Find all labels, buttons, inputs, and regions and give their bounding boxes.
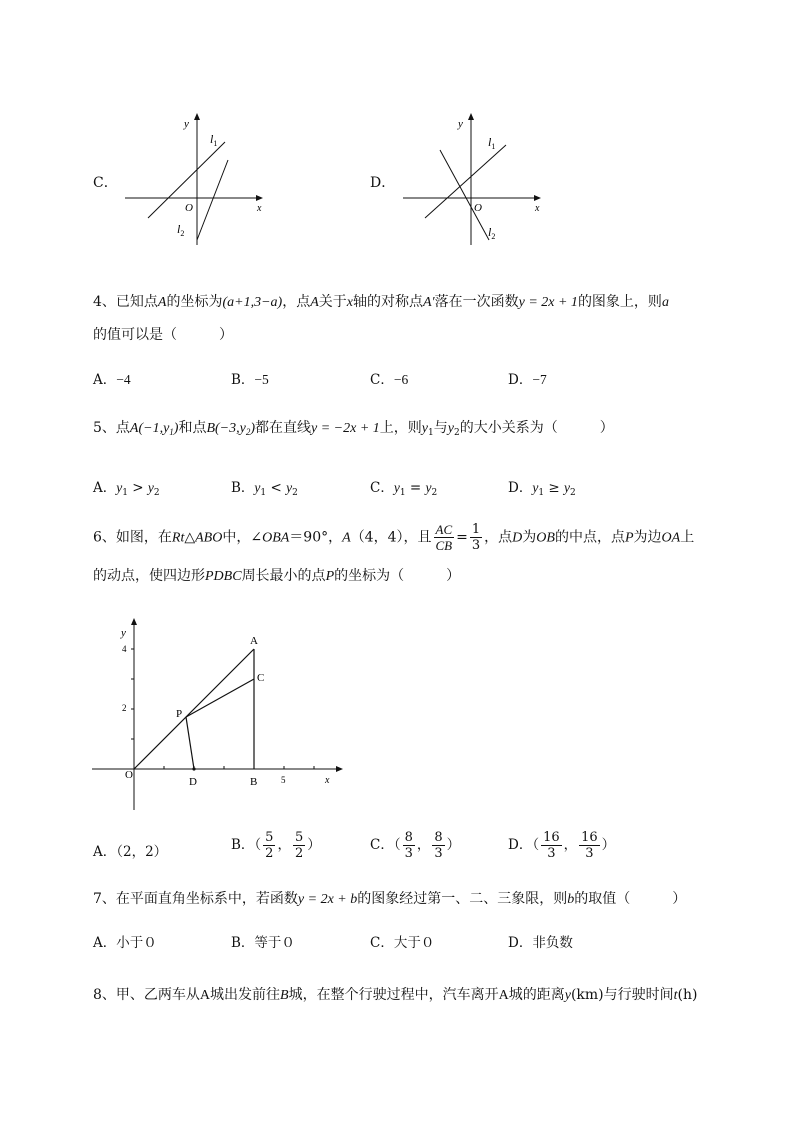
segment-pc <box>186 679 254 717</box>
q4-option-a[interactable]: A．−4 <box>93 372 131 388</box>
q4-stem-line2: 的值可以是（ ） <box>93 327 233 343</box>
q6-stem-line2: 的动点，使四边形PDBC周长最小的点P的坐标为（ ） <box>93 568 461 584</box>
q5-option-b[interactable]: B．$y_1 < y_2$ <box>231 480 298 498</box>
label-a: A <box>250 635 258 647</box>
q6-option-a[interactable]: A．（2，2） <box>93 844 168 860</box>
line-l2 <box>440 150 489 240</box>
q6-option-c[interactable]: C．（ $\frac{8}{3}$ ， $\frac{8}{3}$ ） <box>370 830 461 861</box>
l2-label: $l_2$ <box>177 222 185 238</box>
axis-y-label: y <box>184 118 189 130</box>
segment-oa <box>134 649 254 769</box>
q4-option-b[interactable]: B．−5 <box>231 372 269 388</box>
origin-label: O <box>474 202 482 214</box>
label-b: B <box>250 776 258 788</box>
label-c: C <box>257 672 265 684</box>
label-x: x <box>325 775 330 786</box>
label-y: y <box>121 627 126 639</box>
line-l2 <box>197 160 228 240</box>
l1-label: $l_1$ <box>210 132 218 148</box>
q3-graph-d <box>398 110 548 250</box>
label-d: D <box>189 776 197 788</box>
tick-5: 5 <box>281 775 286 785</box>
q3-option-c-label: C． <box>93 175 118 191</box>
q6-figure <box>88 615 353 815</box>
q5-stem: 5、点$A(-1,y_1)$和点$B(-3,y_2)$都在直线y = −2x + 1上，则$y_1$与$y_2$的大小关系为（ ） <box>93 420 614 438</box>
q7-option-b[interactable]: B．等于０ <box>231 935 295 951</box>
q5-option-d[interactable]: D．$y_1 \ge y_2$ <box>508 480 576 498</box>
q5-option-c[interactable]: C．$y_1 = y_2$ <box>370 480 438 498</box>
axis-x-label: x <box>257 203 262 214</box>
axis-y-label: y <box>458 118 463 130</box>
l1-label: $l_1$ <box>488 135 496 151</box>
q5-option-a[interactable]: A．$y_1 > y_2$ <box>93 480 160 498</box>
origin-label: O <box>185 202 193 214</box>
q6-option-b[interactable]: B．（ $\frac{5}{2}$ ， $\frac{5}{2}$ ） <box>231 830 321 861</box>
q4-option-c[interactable]: C．−6 <box>370 372 409 388</box>
q6-option-d[interactable]: D．（ $\frac{16}{3}$ ， $\frac{16}{3}$ ） <box>508 830 616 861</box>
l2-label: $l_2$ <box>488 225 496 241</box>
label-o: O <box>125 769 133 781</box>
line-l1 <box>425 145 506 218</box>
tick-2: 2 <box>122 703 127 713</box>
q7-option-c[interactable]: C．大于０ <box>370 935 435 951</box>
tick-4: 4 <box>122 644 127 654</box>
q3-graph-c <box>120 110 270 250</box>
q7-stem: 7、在平面直角坐标系中，若函数y = 2x + b的图象经过第一、二、三象限，则b的取值（ ） <box>93 891 687 907</box>
q7-option-a[interactable]: A．小于０ <box>93 935 157 951</box>
segment-pd <box>186 717 194 769</box>
q3-option-d-label: D． <box>370 175 396 191</box>
q7-option-d[interactable]: D．非负数 <box>508 935 573 951</box>
q6-stem-line1: 6、如图，在Rt△ABO中，∠OBA＝90°，A（4，4），且 $\frac{AC}{CB}$ = $\frac{1}{3}$ ，点D为OB的中点，点P为边OA上 <box>93 522 695 553</box>
q4-stem-line1: 4、已知点A的坐标为(a+1,3−a)，点A关于x轴的对称点A′落在一次函数y = 2x + 1的图象上，则a <box>93 294 669 310</box>
axis-x-label: x <box>535 203 540 214</box>
q8-stem: 8、甲、乙两车从A城出发前往B城，在整个行驶过程中，汽车离开A城的距离y(km)与行驶时间t(h) <box>93 987 698 1003</box>
label-p: P <box>176 708 183 720</box>
q4-option-d[interactable]: D．−7 <box>508 372 547 388</box>
